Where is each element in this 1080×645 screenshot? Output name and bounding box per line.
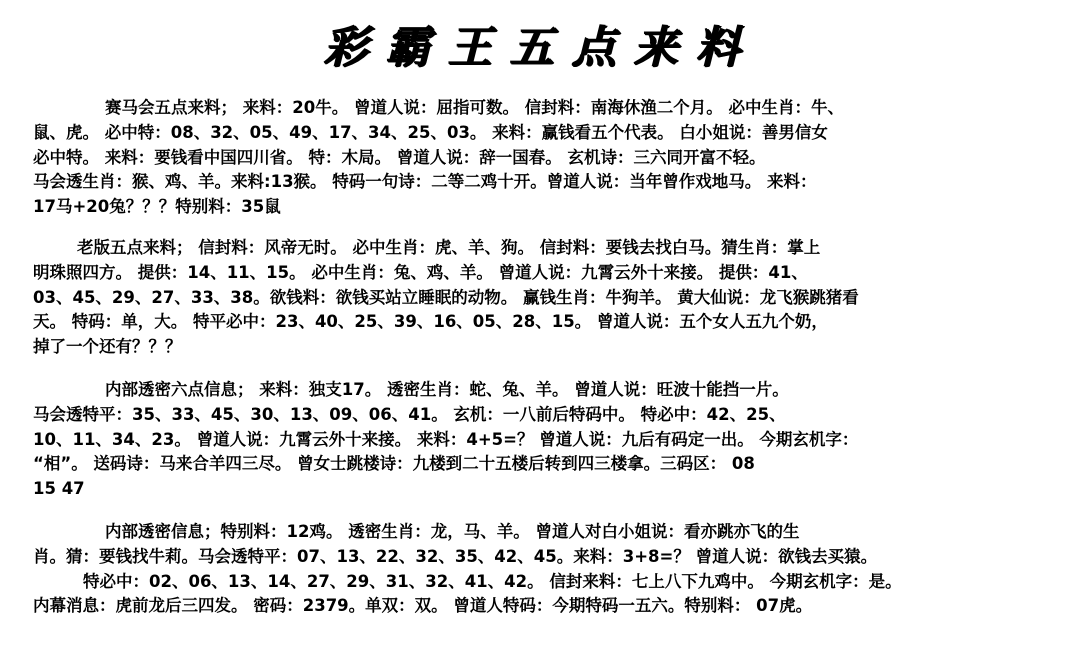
page-title: 彩霸王五点来料 <box>323 22 757 73</box>
text-line: 内幕消息：虎前龙后三四发。 密码：2379。单双：双。 曾道人特码：今期特码一五六。特别料： 07虎。 <box>33 596 813 616</box>
text-line: 内部透密信息；特别料：12鸡。 透密生肖：龙，马、羊。 曾道人对白小姐说：看亦跳亦飞的生 <box>105 522 800 541</box>
text-line: “相”。 送码诗：马来合羊四三尽。 曾女士跳楼诗：九楼到二十五楼后转到四三楼拿。三码区： 08 <box>33 454 755 474</box>
text-line: 明珠照四方。 提供：14、11、15。 必中生肖：兔、鸡、羊。 曾道人说：九霄云外十来接。 提供：41、 <box>33 262 808 282</box>
paragraph-2 <box>33 236 1043 360</box>
paragraph-4 <box>33 520 1043 619</box>
text-line: 赛马会五点来料； 来料：20牛。 曾道人说：屈指可数。 信封料：南海休渔二个月。 必中生肖：牛、 <box>105 98 844 117</box>
text-line: 17马+20兔？？？特别料：35鼠 <box>33 197 281 217</box>
text-line: 天。 特码：单，大。 特平必中：23、40、25、39、16、05、28、15。 曾道人说：五个女人五九个奶， <box>33 312 828 332</box>
text-line: 老版五点来料； 信封料：风帝无时。 必中生肖：虎、羊、狗。 信封料：要钱去找白马。猜生肖：掌上 <box>77 238 821 257</box>
text-line: 马会透生肖：猴、鸡、羊。来料:13猴。 特码一句诗：二等二鸡十开。曾道人说：当年曾作戏地马。 来料： <box>33 172 817 192</box>
text-line: 掉了一个还有？？？ <box>33 337 182 357</box>
text-line: 鼠、虎。 必中特：08、32、05、49、17、34、25、03。 来料：赢钱看五个代表。 白小姐说：善男信女 <box>33 122 828 142</box>
text-line: 15 47 <box>33 479 85 499</box>
paragraph-3 <box>33 378 1043 502</box>
text-line: 肖。猜：要钱找牛莉。马会透特平：07、13、22、32、35、42、45。来料：3+8=？ 曾道人说：欲钱去买猿。 <box>33 546 878 566</box>
text-line: 03、45、29、27、33、38。欲钱料：欲钱买站立睡眠的动物。 赢钱生肖：牛狗羊。 黄大仙说：龙飞猴跳猪看 <box>33 287 859 307</box>
text-line: 必中特。 来料：要钱看中国四川省。 特：木局。 曾道人说：辞一国春。 玄机诗：三六同开富不轻。 <box>33 147 766 167</box>
text-line: 特必中：02、06、13、14、27、29、31、32、41、42。 信封来料：七上八下九鸡中。 今期玄机字：是。 <box>83 571 902 591</box>
text-line: 马会透特平：35、33、45、30、13、09、06、41。 玄机：一八前后特码中。 特必中：42、25、 <box>33 404 786 424</box>
paragraph-1 <box>33 96 1043 220</box>
text-line: 内部透密六点信息； 来料：独支17。 透密生肖：蛇、兔、羊。 曾道人说：旺波十能挡一片。 <box>105 380 789 399</box>
text-line: 10、11、34、23。 曾道人说：九霄云外十来接。 来料：4+5=？ 曾道人说：九后有码定一出。 今期玄机字： <box>33 429 859 449</box>
